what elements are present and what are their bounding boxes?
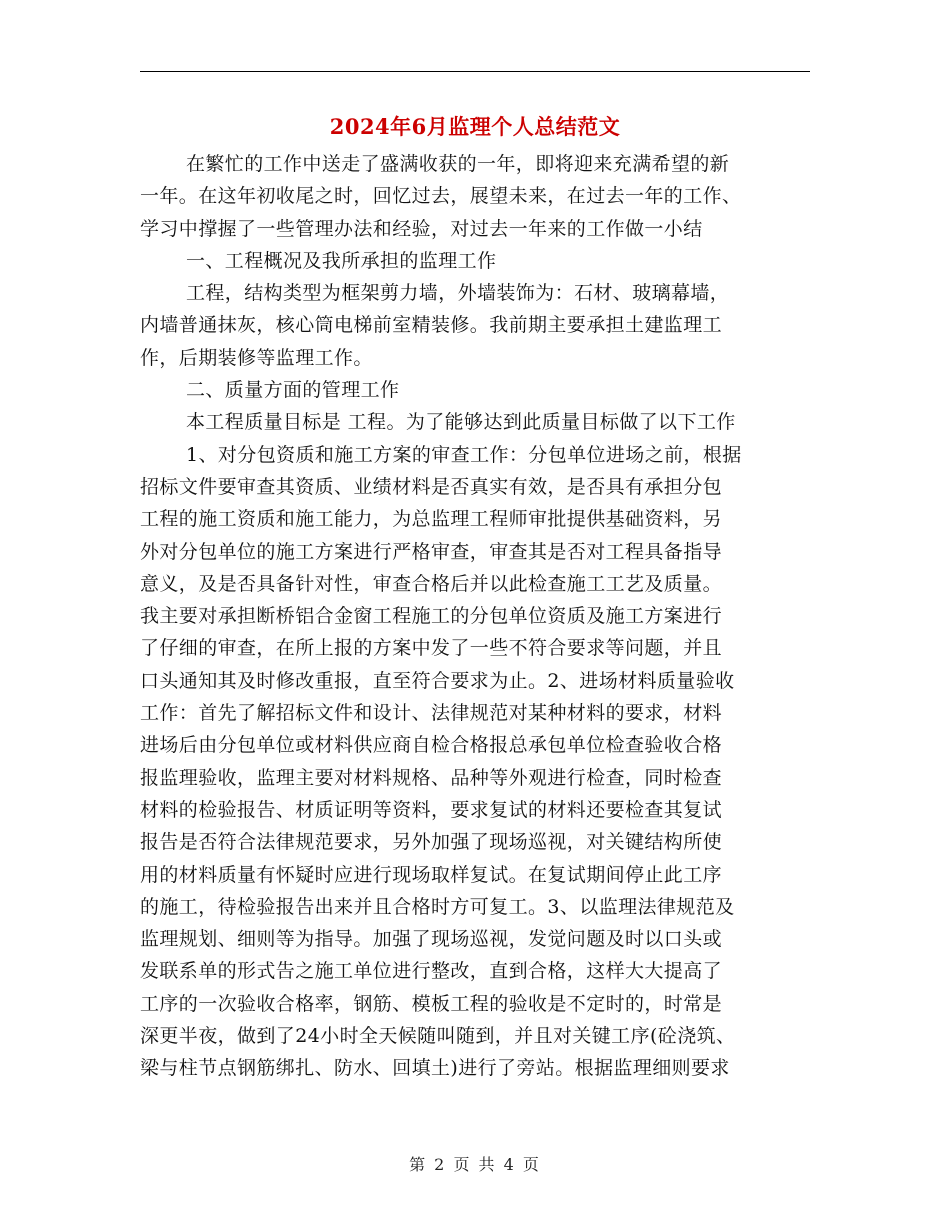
text-line: 发联系单的形式告之施工单位进行整改，直到合格，这样大大提高了: [140, 960, 723, 983]
text-line: 我主要对承担断桥铝合金窗工程施工的分包单位资质及施工方案进行: [140, 605, 723, 628]
text-line: 材料的检验报告、材质证明等资料，要求复试的材料还要检查其复试: [140, 798, 723, 821]
text-line: 用的材料质量有怀疑时应进行现场取样复试。在复试期间停止此工序: [140, 863, 723, 886]
text-line: 二、质量方面的管理工作: [186, 379, 400, 402]
document-body: [140, 148, 810, 1085]
text-line: 一、工程概况及我所承担的监理工作: [186, 249, 497, 272]
text-line: 工程，结构类型为框架剪力墙，外墙装饰为：石材、玻璃幕墙，: [186, 282, 730, 305]
text-line: 深更半夜，做到了24小时全天候随叫随到，并且对关键工序(砼浇筑、: [140, 1025, 736, 1048]
text-line: 工程的施工资质和施工能力，为总监理工程师审批提供基础资料，另: [140, 508, 723, 531]
text-line: 梁与柱节点钢筋绑扎、防水、回填土)进行了旁站。根据监理细则要求: [140, 1057, 730, 1080]
text-line: 本工程质量目标是 工程。为了能够达到此质量目标做了以下工作: [186, 411, 736, 434]
text-line: 报监理验收，监理主要对材料规格、品种等外观进行检查，同时检查: [140, 766, 723, 789]
document-title: 2024年6月监理个人总结范文: [329, 114, 621, 139]
text-line: 1、对分包资质和施工方案的审查工作：分包单位进场之前，根据: [186, 443, 742, 466]
text-line: 口头通知其及时修改重报，直至符合要求为止。2、进场材料质量验收: [140, 669, 735, 692]
text-line: 工序的一次验收合格率，钢筋、模板工程的验收是不定时的，时常是: [140, 992, 723, 1015]
text-line: 的施工，待检验报告出来并且合格时方可复工。3、以监理法律规范及: [140, 895, 735, 918]
text-line: 招标文件要审查其资质、业绩材料是否真实有效，是否具有承担分包: [140, 475, 723, 498]
text-line: 报告是否符合法律规范要求，另外加强了现场巡视，对关键结构所使: [140, 831, 723, 854]
text-line: 意义，及是否具备针对性，审查合格后并以此检查施工工艺及质量。: [140, 572, 723, 595]
header-rule: [140, 71, 810, 72]
text-line: 作，后期装修等监理工作。: [140, 346, 373, 369]
text-line: 了仔细的审查，在所上报的方案中发了一些不符合要求等问题，并且: [140, 637, 723, 660]
text-line: 工作：首先了解招标文件和设计、法律规范对某种材料的要求，材料: [140, 702, 723, 725]
text-line: 监理规划、细则等为指导。加强了现场巡视，发觉问题及时以口头或: [140, 928, 723, 951]
text-line: 一年。在这年初收尾之时，回忆过去，展望未来，在过去一年的工作、: [140, 185, 742, 208]
text-line: 学习中撑握了一些管理办法和经验，对过去一年来的工作做一小结: [140, 217, 703, 240]
text-line: 内墙普通抹灰，核心筒电梯前室精装修。我前期主要承担土建监理工: [140, 314, 723, 337]
text-line: 外对分包单位的施工方案进行严格审查，审查其是否对工程具备指导: [140, 540, 723, 563]
page-footer: 第 2 页 共 4 页: [409, 1155, 541, 1174]
text-line: 在繁忙的工作中送走了盛满收获的一年，即将迎来充满希望的新: [186, 153, 730, 175]
text-line: 进场后由分包单位或材料供应商自检合格报总承包单位检查验收合格: [140, 734, 723, 757]
